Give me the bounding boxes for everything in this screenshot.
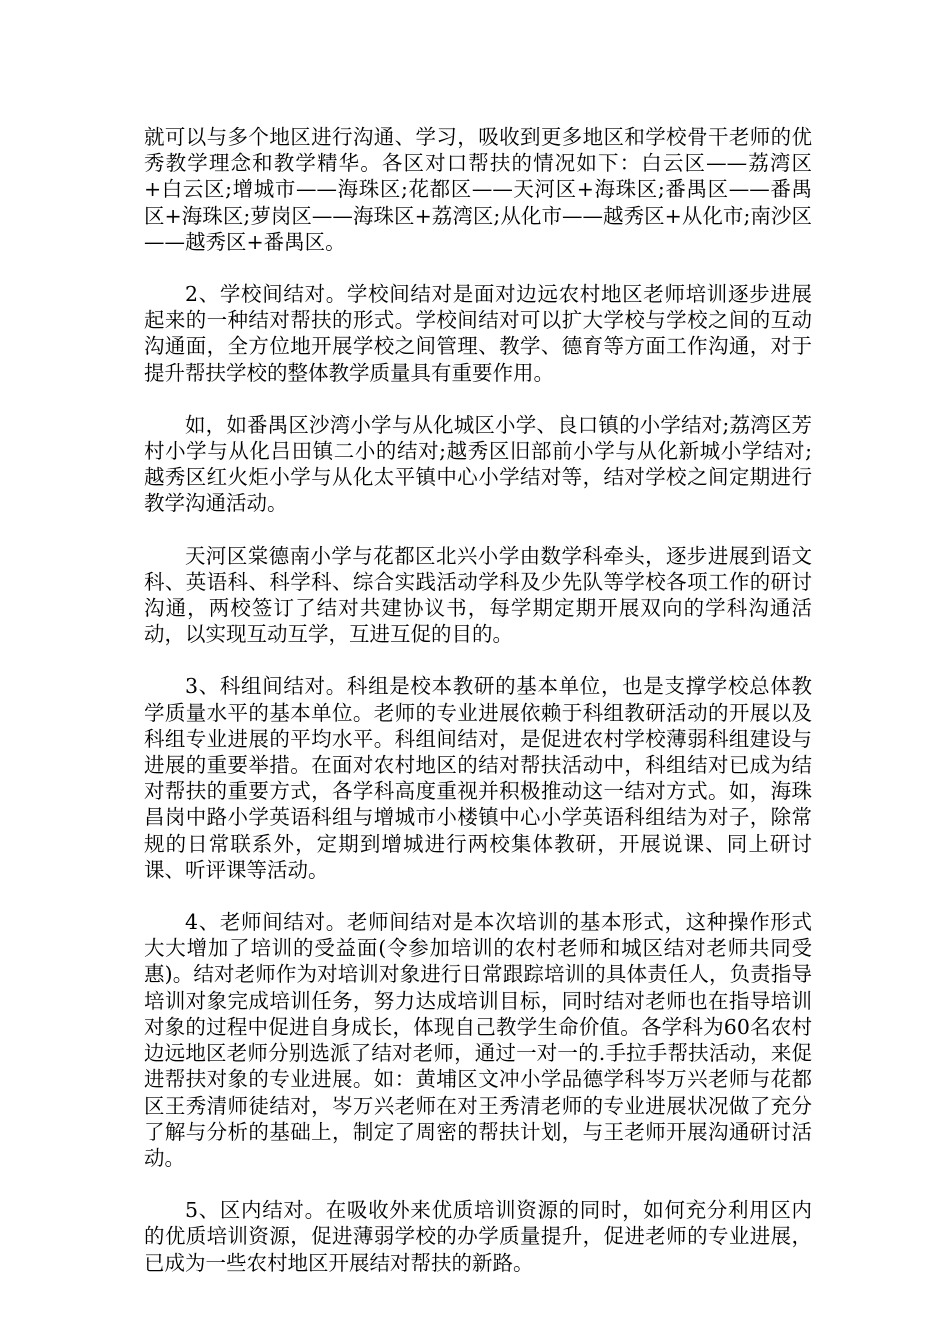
paragraph-tianhe-huadu-example: 天河区棠德南小学与花都区北兴小学由数学科牵头，逐步进展到语文科、英语科、科学科、综合实践活动学科及少先队等学校各项工作的研讨沟通，两校签订了结对共建协议书，每学期定期开展双向的学科沟通活动，以实现互动互学，互进互促的目的。 [144, 543, 812, 647]
paragraph-teacher-pairing: 4、老师间结对。老师间结对是本次培训的基本形式，这种操作形式大大增加了培训的受益面(令参加培训的农村老师和城区结对老师共同受惠)。结对老师作为对培训对象进行日常跟踪培训的具体责任人，负责指导培训对象完成培训任务，努力达成培训目标，同时结对老师也在指导培训对象的过程中促进自身成长，体现自己教学生命价值。各学科为60名农村边远地区老师分别选派了结对老师，通过一对一的.手拉手帮扶活动，来促进帮扶对象的专业进展。如：黄埔区文冲小学品德学科岑万兴老师与花都区王秀清师徒结对，岑万兴老师在对王秀清老师的专业进展状况做了充分了解与分析的基础上，制定了周密的帮扶计划，与王老师开展沟通研讨活动。 [144, 910, 812, 1170]
paragraph-regional-pairing-list: 就可以与多个地区进行沟通、学习，吸收到更多地区和学校骨干老师的优秀教学理念和教学精华。各区对口帮扶的情况如下：白云区——荔湾区+白云区;增城市——海珠区;花都区——天河区+海珠区;番禺区——番禺区+海珠区;萝岗区——海珠区+荔湾区;从化市——越秀区+从化市;南沙区——越秀区+番禺区。 [144, 125, 812, 254]
paragraph-school-pairing: 2、学校间结对。学校间结对是面对边远农村地区老师培训逐步进展起来的一种结对帮扶的形式。学校间结对可以扩大学校与学校之间的互动沟通面，全方位地开展学校之间管理、教学、德育等方面工作沟通，对于提升帮扶学校的整体教学质量具有重要作用。 [144, 282, 812, 385]
paragraph-intra-district-pairing: 5、区内结对。在吸收外来优质培训资源的同时，如何充分利用区内的优质培训资源，促进薄弱学校的办学质量提升，促进老师的专业进展，已成为一些农村地区开展结对帮扶的新路。 [144, 1198, 812, 1275]
document-page [144, 124, 812, 1302]
paragraph-subject-group-pairing: 3、科组间结对。科组是校本教研的基本单位，也是支撑学校总体教学质量水平的基本单位。老师的专业进展依赖于科组教研活动的开展以及科组专业进展的平均水平。科组间结对，是促进农村学校薄弱科组建设与进展的重要举措。在面对农村地区的结对帮扶活动中，科组结对已成为结对帮扶的重要方式，各学科高度重视并积极推动这一结对方式。如，海珠昌岗中路小学英语科组与增城市小楼镇中心小学英语科组结为对子，除常规的日常联系外，定期到增城进行两校集体教研，开展说课、同上研讨课、听评课等活动。 [144, 674, 812, 882]
paragraph-school-pairing-examples: 如，如番禺区沙湾小学与从化城区小学、良口镇的小学结对;荔湾区芳村小学与从化吕田镇二小的结对;越秀区旧部前小学与从化新城小学结对;越秀区红火炬小学与从化太平镇中心小学结对等，结对学校之间定期进行教学沟通活动。 [144, 412, 812, 516]
